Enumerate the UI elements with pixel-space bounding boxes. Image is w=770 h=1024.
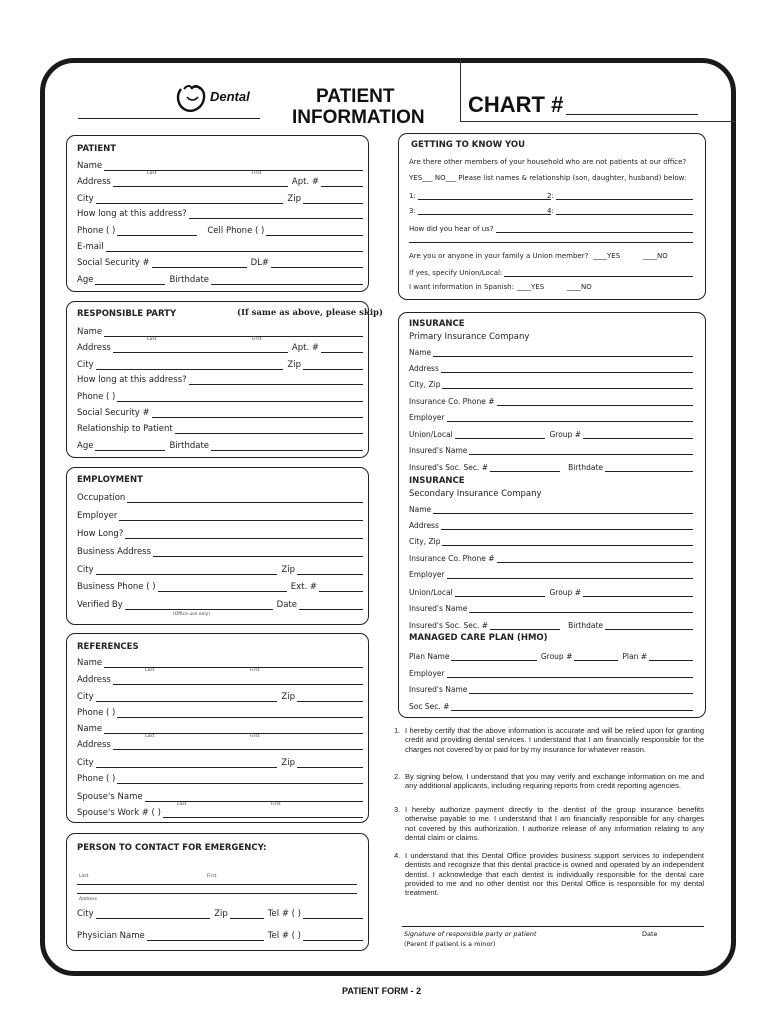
name-line[interactable] [78,118,260,119]
page-title-line1: PATIENT [316,86,395,107]
responsible-address-field[interactable]: Address Apt. # [77,340,363,353]
references-section [66,633,369,823]
responsible-title: RESPONSIBLE PARTY [77,309,177,319]
emergency-city-field[interactable]: City Zip Tel # ( ) [77,906,363,919]
last-caption: Last [147,337,157,342]
household-member-1[interactable]: 1: [409,187,551,200]
ref2-name-field[interactable]: Name [77,721,363,734]
patient-how-long-field[interactable]: How long at this address? [77,206,363,219]
business-phone-field[interactable]: Business Phone ( ) Ext. # [77,579,363,592]
first-caption: First [250,734,260,739]
ref2-city-field[interactable]: City Zip [77,755,363,768]
household-member-4[interactable]: 4: [547,202,693,215]
verified-by-field[interactable]: Verified By Date [77,597,363,610]
responsible-name-field[interactable]: Name [77,324,363,337]
emergency-title: PERSON TO CONTACT FOR EMERGENCY: [77,843,267,853]
responsible-relationship-field[interactable]: Relationship to Patient [77,421,363,434]
responsible-phone-field[interactable]: Phone ( ) [77,389,363,402]
insurance1-title: INSURANCE [409,319,465,329]
employment-city-field[interactable]: City Zip [77,562,363,575]
occupation-field[interactable]: Occupation [77,490,363,503]
responsible-ssn-field[interactable]: Social Security # [77,405,363,418]
employment-title: EMPLOYMENT [77,475,143,485]
office-use-caption: (Office use only) [173,612,210,617]
statement-3: 3. I hereby authorize payment directly to the dentist of the group insurance benefits otherwise payable to me. I understand that I am financially responsible for any charges not covered by this authorization. I authorize release of any information relating to any dental claim or claims. [394,805,704,842]
hmo-plan-name-field[interactable]: Plan Name Group # Plan # [409,648,693,661]
insurance-section [398,312,706,718]
ins2-name-field[interactable]: Name [409,501,693,514]
ins2-insured-ssn-field[interactable]: Insured's Soc. Sec. # Birthdate [409,617,693,630]
hmo-soc-sec-field[interactable]: Soc Sec. # [409,698,693,711]
employer-field[interactable]: Employer [77,508,363,521]
patient-title: PATIENT [77,144,117,154]
brand-name: Dental [210,89,250,104]
ins1-union-field[interactable]: Union/Local Group # [409,426,693,439]
union-no[interactable]: ____NO [643,252,668,260]
spanish-question: I want information in Spanish: [409,283,514,291]
ref1-name-field[interactable]: Name [77,655,363,668]
responsible-how-long-field[interactable]: How long at this address? [77,372,363,385]
statement-2: 2. By signing below, I understand that you may verify and exchange information on me and any additional applicants, including requiring reports from credit reporting agencies. [394,772,704,791]
hmo-employer-field[interactable]: Employer [409,665,693,678]
ref1-city-field[interactable]: City Zip [77,689,363,702]
responsible-city-field[interactable]: City Zip [77,357,363,370]
spouse-name-field[interactable]: Spouse's Name [77,789,363,802]
ref1-address-field[interactable]: Address [77,672,363,685]
union-question: Are you or anyone in your family a Union member? [409,252,589,260]
heard-of-us-field[interactable]: How did you hear of us? [409,220,693,233]
last-caption: Last [79,874,89,879]
ins1-name-field[interactable]: Name [409,344,693,357]
first-caption: First [250,668,260,673]
chart-label: CHART # [468,92,564,117]
statement-1: 1. I hereby certify that the above information is accurate and will be relied upon for granting credit and providing dental services. I understand that I am financially responsible for the charges not covered by or paid for by my insurance for whatever reason. [394,726,704,754]
patient-section [66,135,369,292]
emergency-address-line[interactable] [77,893,357,894]
ins1-phone-field[interactable]: Insurance Co. Phone # [409,393,693,406]
emergency-section [66,833,369,951]
address-caption: Address [79,897,97,902]
household-member-3[interactable]: 3: [409,202,551,215]
signature-label: Signature of responsible party or patient [404,930,537,938]
household-yes-no[interactable]: YES___ NO___ Please list names & relationship (son, daughter, husband) below: [409,174,687,182]
patient-email-field[interactable]: E-mail [77,239,363,252]
responsible-age-field[interactable]: Age Birthdate [77,438,363,451]
dental-logo-icon [174,80,208,114]
insurance2-title: INSURANCE [409,476,465,486]
ref2-phone-field[interactable]: Phone ( ) [77,771,363,784]
page-title-line2: INFORMATION [292,107,425,128]
first-caption: First [252,171,262,176]
references-title: REFERENCES [77,642,139,652]
first-caption: First [271,802,281,807]
physician-field[interactable]: Physician Name Tel # ( ) [77,928,363,941]
ins2-phone-field[interactable]: Insurance Co. Phone # [409,550,693,563]
page-footer: PATIENT FORM - 2 [342,986,422,996]
getting-title: GETTING TO KNOW YOU [411,140,526,150]
signature-date-label: Date [642,930,658,938]
signature-line[interactable] [402,926,704,927]
emergency-name-line[interactable] [77,884,357,885]
responsible-party-section [66,301,384,458]
ins1-insured-ssn-field[interactable]: Insured's Soc. Sec. # Birthdate [409,459,693,472]
ref2-address-field[interactable]: Address [77,737,363,750]
ins1-address-field[interactable]: Address [409,360,693,373]
last-caption: Last [177,802,187,807]
statement-4: 4. I understand that this Dental Office provides business support services to independent dentists and recognize that this dental practice is owned and operated by an independent dentist. I acknowledge that each dentist is individually responsible for the dental care provided to me and no other dentist nor this Dental Office is responsible for my dental treatment. [394,851,704,898]
ins1-insured-name-field[interactable]: Insured's Name [409,442,693,455]
heard-of-us-line-2[interactable] [409,242,693,243]
business-address-field[interactable]: Business Address [77,544,363,557]
ins1-employer-field[interactable]: Employer [409,409,693,422]
household-member-2[interactable]: 2: [547,187,693,200]
patient-name-field[interactable]: Name [77,158,363,171]
ins2-address-field[interactable]: Address [409,517,693,530]
insurance1-subtitle: Primary Insurance Company [409,332,530,342]
union-specify-field[interactable]: If yes, specify Union/Local: [409,264,693,277]
ins2-employer-field[interactable]: Employer [409,566,693,579]
employment-section [66,467,369,625]
patient-address-field[interactable]: Address Apt. # [77,174,363,187]
spouse-work-field[interactable]: Spouse's Work # ( ) [77,805,363,818]
spanish-yes[interactable]: ____YES [517,283,545,291]
hmo-title: MANAGED CARE PLAN (HMO) [409,633,548,643]
spanish-no[interactable]: ____NO [567,283,592,291]
patient-city-field[interactable]: City Zip [77,191,363,204]
last-caption: Last [145,668,155,673]
how-long-field[interactable]: How Long? [77,526,363,539]
ins2-insured-name-field[interactable]: Insured's Name [409,600,693,613]
ref1-phone-field[interactable]: Phone ( ) [77,705,363,718]
responsible-skip-note: (If same as above, please skip) [237,308,384,318]
last-caption: Last [147,171,157,176]
chart-number-field[interactable] [566,114,698,115]
patient-phone-field[interactable]: Phone ( ) Cell Phone ( ) [77,223,363,236]
parent-note: (Parent if patient is a minor) [404,940,496,948]
first-caption: First [252,337,262,342]
first-caption: First [207,874,217,879]
getting-to-know-you-section [398,133,706,300]
ins2-city-zip-field[interactable]: City, Zip [409,533,693,546]
hmo-insured-name-field[interactable]: Insured's Name [409,681,693,694]
household-question: Are there other members of your household who are not patients at our office? [409,158,687,166]
insurance2-subtitle: Secondary Insurance Company [409,489,542,499]
ins1-city-zip-field[interactable]: City, Zip [409,376,693,389]
union-yes[interactable]: ____YES [593,252,621,260]
patient-age-field[interactable]: Age Birthdate [77,272,363,285]
last-caption: Last [145,734,155,739]
patient-ssn-field[interactable]: Social Security # DL# [77,255,363,268]
ins2-union-field[interactable]: Union/Local Group # [409,584,693,597]
